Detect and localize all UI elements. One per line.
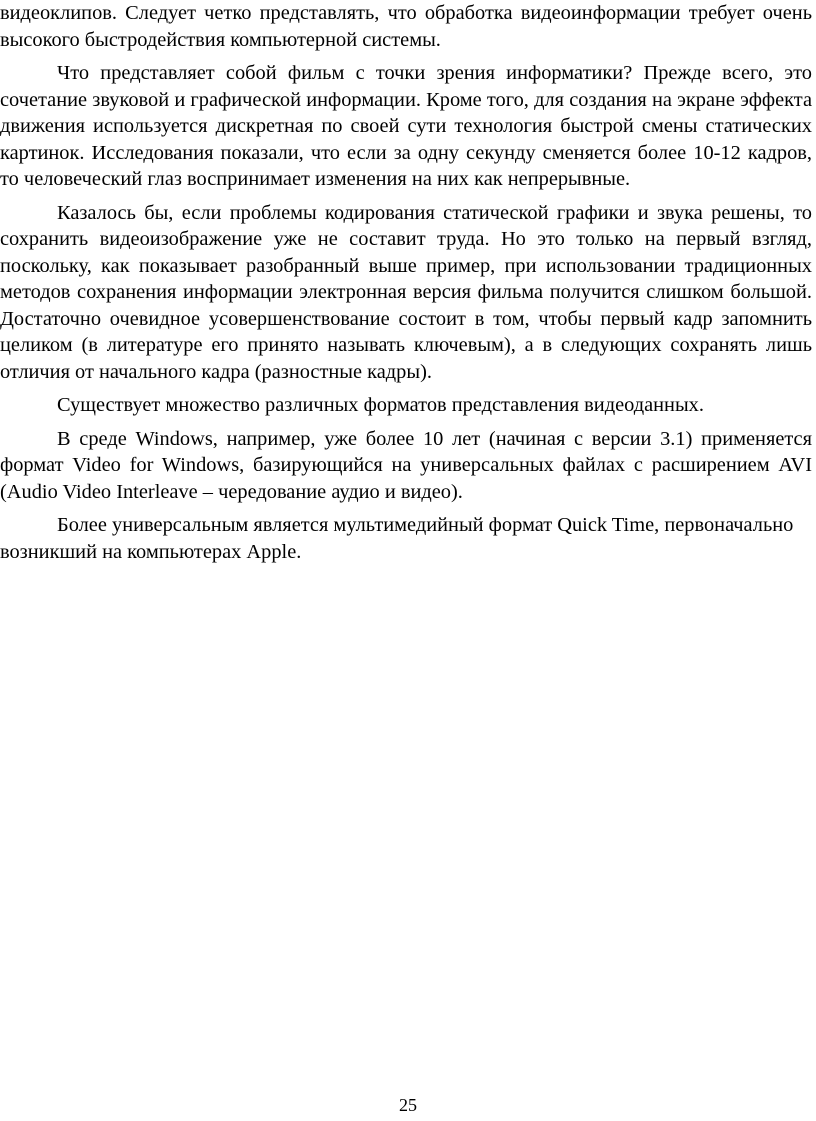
paragraph-video-encoding: Казалось бы, если проблемы кодирования статической графики и звука решены, то сохранить видеоизображение уже не составит труда. Но это только на первый взгляд, поскольку, как показывает разобранный выше пример, при использовании традиционных методов сохранения информации электронная версия фильма получится слишком большой. Достаточно очевидное усовершенствование состоит в том, чтобы первый кадр запомнить целиком (в литературе его принято называть ключевым), а в следующих сохранять лишь отличия от начального кадра (разностные кадры). (0, 201, 812, 383)
paragraph-continued: видеоклипов. Следует четко представлять, что обработка видеоинформации требует очень высокого быстродействия компьютерной системы. (0, 2, 812, 51)
paragraph-film-informatics: Что представляет собой фильм с точки зрения информатики? Прежде всего, это сочетание звуковой и графической информации. Кроме того, для создания на экране эффекта движения используется дискретная по своей сути технология быстрой смены статических картинок. Исследования показали, что если за одну секунду сменяется более 10-12 кадров, то человеческий глаз воспринимает изменения на них как непрерывные. (0, 62, 812, 190)
page-number: 25 (399, 1095, 417, 1115)
paragraph-quick-time: Более универсальным является мультимедийный формат Quick Time, первоначально возникший на компьютерах Apple. (0, 514, 794, 563)
paragraph-video-formats: Существует множество различных форматов представления видеоданных. (57, 394, 704, 416)
paragraph-video-for-windows: В среде Windows, например, уже более 10 лет (начиная с версии 3.1) применяется формат Video for Windows, базирующийся на универсальных файлах с расширением AVI (Audio Video Interleave – чередование аудио и видео). (0, 427, 812, 503)
